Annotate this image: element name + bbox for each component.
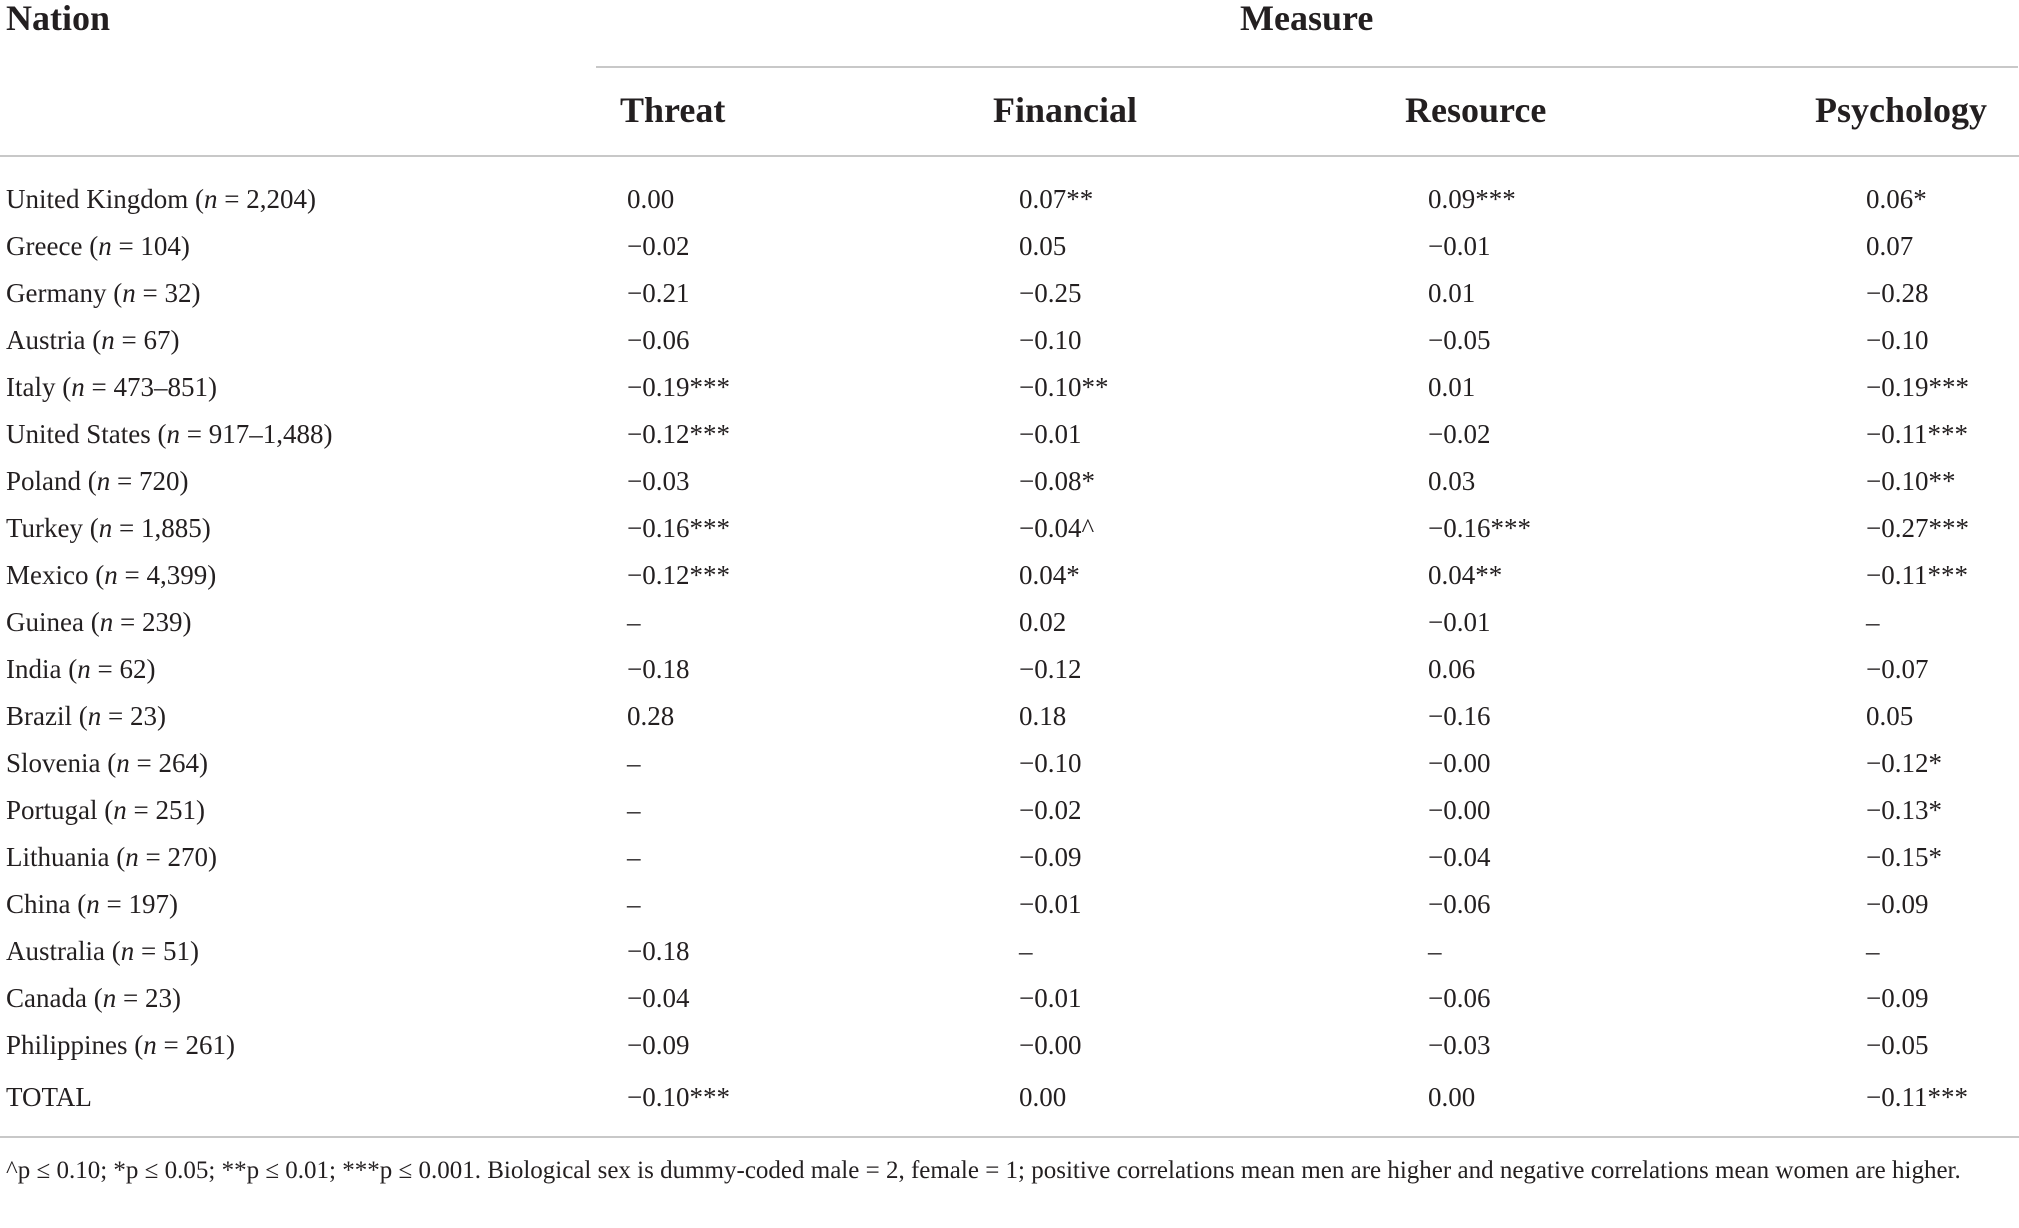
financial-value: −0.01 bbox=[1019, 983, 1082, 1013]
threat-value: −0.16*** bbox=[627, 513, 730, 543]
sample-close: ) bbox=[207, 842, 217, 872]
sample-close: ) bbox=[198, 748, 208, 778]
sample-size: 270 bbox=[167, 842, 208, 872]
table-row bbox=[0, 223, 2019, 270]
financial-value: −0.10 bbox=[1019, 748, 1082, 778]
sample-open: ( bbox=[81, 466, 97, 496]
country-name: Poland bbox=[6, 466, 82, 496]
sample-symbol: n bbox=[99, 607, 114, 637]
sample-size: 62 bbox=[119, 654, 147, 684]
sample-size: 2,204 bbox=[246, 184, 307, 214]
financial-value: −0.10 bbox=[1019, 325, 1082, 355]
sample-open: ( bbox=[71, 701, 88, 731]
financial-value: 0.02 bbox=[1019, 607, 1067, 637]
sample-open: ( bbox=[100, 748, 117, 778]
sample-symbol: n bbox=[166, 419, 180, 449]
sample-symbol: n bbox=[143, 1030, 157, 1060]
sample-close: ) bbox=[207, 372, 217, 402]
sample-close: ) bbox=[323, 419, 333, 449]
resource-value: −0.16*** bbox=[1428, 513, 1531, 543]
threat-value: −0.03 bbox=[627, 466, 690, 496]
nation-cell bbox=[6, 458, 189, 505]
resource-value: 0.01 bbox=[1428, 278, 1476, 308]
psychology-value: −0.13* bbox=[1866, 795, 1942, 825]
sample-size: 720 bbox=[139, 466, 180, 496]
financial-value: −0.02 bbox=[1019, 795, 1082, 825]
threat-value: −0.18 bbox=[627, 936, 690, 966]
country-name: United States bbox=[6, 419, 151, 449]
sample-size: 1,885 bbox=[141, 513, 202, 543]
sample-close: ) bbox=[170, 325, 180, 355]
table-row bbox=[0, 693, 2019, 740]
sample-equals: = bbox=[110, 466, 139, 496]
threat-value: −0.18 bbox=[627, 654, 690, 684]
resource-value: −0.04 bbox=[1428, 842, 1491, 872]
sample-equals: = bbox=[84, 372, 114, 402]
table-row bbox=[0, 599, 2019, 646]
threat-value: – bbox=[627, 748, 641, 778]
nation-cell bbox=[6, 270, 200, 317]
sample-equals: = bbox=[217, 184, 247, 214]
country-name: Portugal bbox=[6, 795, 98, 825]
sample-symbol: n bbox=[87, 701, 102, 731]
psychology-value: −0.11*** bbox=[1866, 560, 1968, 590]
total-psychology-value: −0.11*** bbox=[1866, 1082, 1968, 1112]
nation-cell bbox=[6, 505, 211, 552]
nation-cell bbox=[6, 693, 166, 740]
sample-close: ) bbox=[226, 1030, 235, 1060]
nation-cell bbox=[6, 364, 217, 411]
country-name: Mexico bbox=[6, 560, 89, 590]
nation-cell bbox=[6, 223, 190, 270]
table-row bbox=[0, 740, 2019, 787]
sample-equals: = bbox=[116, 983, 145, 1013]
sample-open: ( bbox=[106, 278, 123, 308]
nation-cell bbox=[6, 881, 178, 928]
header-financial: Financial bbox=[993, 90, 1138, 130]
sample-open: ( bbox=[85, 325, 102, 355]
header-nation: Nation bbox=[6, 0, 111, 38]
sample-symbol: n bbox=[125, 842, 139, 872]
psychology-value: −0.10** bbox=[1866, 466, 1956, 496]
table-row bbox=[0, 458, 2019, 505]
sample-symbol: n bbox=[101, 325, 115, 355]
sample-equals: = bbox=[101, 701, 130, 731]
sample-equals: = bbox=[114, 325, 144, 355]
resource-value: 0.06 bbox=[1428, 654, 1476, 684]
financial-value: – bbox=[1019, 936, 1033, 966]
sample-size: 23 bbox=[129, 701, 157, 731]
sample-open: ( bbox=[82, 231, 99, 261]
total-row bbox=[0, 1074, 2019, 1121]
threat-value: −0.06 bbox=[627, 325, 690, 355]
resource-value: −0.03 bbox=[1428, 1030, 1491, 1060]
sample-symbol: n bbox=[96, 466, 111, 496]
sample-symbol: n bbox=[98, 513, 113, 543]
country-name: Italy bbox=[6, 372, 56, 402]
sample-symbol: n bbox=[104, 560, 118, 590]
psychology-value: −0.19*** bbox=[1866, 372, 1969, 402]
resource-value: – bbox=[1428, 936, 1442, 966]
resource-value: −0.02 bbox=[1428, 419, 1491, 449]
threat-value: 0.28 bbox=[627, 701, 675, 731]
sample-symbol: n bbox=[77, 654, 91, 684]
nation-cell bbox=[6, 411, 332, 458]
country-name: Brazil bbox=[6, 701, 72, 731]
sample-open: ( bbox=[150, 419, 167, 449]
nation-cell bbox=[6, 834, 217, 881]
resource-value: −0.01 bbox=[1428, 607, 1491, 637]
psychology-value: −0.11*** bbox=[1866, 419, 1968, 449]
resource-value: 0.04** bbox=[1428, 560, 1503, 590]
sample-close: ) bbox=[207, 560, 217, 590]
nation-cell bbox=[6, 740, 208, 787]
psychology-value: −0.09 bbox=[1866, 889, 1929, 919]
table-row bbox=[0, 646, 2019, 693]
sample-close: ) bbox=[306, 184, 316, 214]
country-name: United Kingdom bbox=[6, 184, 189, 214]
nation-cell bbox=[6, 317, 179, 364]
table-row bbox=[0, 176, 2019, 223]
country-name: Canada bbox=[6, 983, 87, 1013]
financial-value: 0.04* bbox=[1019, 560, 1080, 590]
sample-size: 67 bbox=[143, 325, 171, 355]
sample-equals: = bbox=[111, 231, 141, 261]
table-row bbox=[0, 787, 2019, 834]
sample-symbol: n bbox=[122, 278, 136, 308]
threat-value: – bbox=[627, 889, 641, 919]
nation-cell bbox=[6, 599, 191, 646]
header-threat: Threat bbox=[620, 90, 726, 130]
country-name: India bbox=[6, 654, 62, 684]
sample-size: 264 bbox=[158, 748, 199, 778]
table-row bbox=[0, 881, 2019, 928]
threat-value: – bbox=[627, 607, 641, 637]
table-row bbox=[0, 1022, 2019, 1069]
sample-equals: = bbox=[126, 795, 156, 825]
country-name: Australia bbox=[6, 936, 105, 966]
sample-close: ) bbox=[191, 278, 201, 308]
psychology-value: −0.09 bbox=[1866, 983, 1929, 1013]
country-name: Lithuania bbox=[6, 842, 110, 872]
sample-size: 197 bbox=[128, 889, 169, 919]
total-financial-value: 0.00 bbox=[1019, 1082, 1067, 1112]
sample-open: ( bbox=[55, 372, 72, 402]
table-row bbox=[0, 552, 2019, 599]
sample-size: 32 bbox=[164, 278, 192, 308]
psychology-value: 0.06* bbox=[1866, 184, 1927, 214]
country-name: Guinea bbox=[6, 607, 84, 637]
sample-close: ) bbox=[195, 795, 205, 825]
sample-size: 473–851 bbox=[113, 372, 208, 402]
psychology-value: −0.15* bbox=[1866, 842, 1942, 872]
sample-size: 4,399 bbox=[146, 560, 208, 590]
financial-value: −0.01 bbox=[1019, 419, 1082, 449]
sample-size: 104 bbox=[140, 231, 181, 261]
financial-value: −0.25 bbox=[1019, 278, 1082, 308]
table-row bbox=[0, 364, 2019, 411]
threat-value: 0.00 bbox=[627, 184, 675, 214]
sample-symbol: n bbox=[120, 936, 135, 966]
sample-symbol: n bbox=[102, 983, 117, 1013]
threat-value: −0.21 bbox=[627, 278, 690, 308]
resource-value: −0.01 bbox=[1428, 231, 1491, 261]
table-row bbox=[0, 834, 2019, 881]
psychology-value: −0.07 bbox=[1866, 654, 1929, 684]
footer-rule bbox=[0, 1136, 2019, 1138]
sample-open: ( bbox=[188, 184, 204, 214]
sample-close: ) bbox=[171, 983, 181, 1013]
sample-equals: = bbox=[134, 936, 163, 966]
sample-equals: = bbox=[179, 419, 209, 449]
sample-equals: = bbox=[112, 513, 142, 543]
threat-value: −0.19*** bbox=[627, 372, 730, 402]
sample-open: ( bbox=[109, 842, 126, 872]
resource-value: 0.09*** bbox=[1428, 184, 1516, 214]
financial-value: −0.09 bbox=[1019, 842, 1082, 872]
psychology-value: 0.05 bbox=[1866, 701, 1914, 731]
table-row bbox=[0, 411, 2019, 458]
threat-value: −0.12*** bbox=[627, 560, 730, 590]
sample-close: ) bbox=[179, 466, 189, 496]
psychology-value: – bbox=[1866, 936, 1880, 966]
threat-value: −0.09 bbox=[627, 1030, 690, 1060]
table-row bbox=[0, 928, 2019, 975]
country-name: Philippines bbox=[6, 1030, 128, 1060]
threat-value: −0.12*** bbox=[627, 419, 730, 449]
sample-close: ) bbox=[201, 513, 211, 543]
sample-close: ) bbox=[189, 936, 199, 966]
sample-close: ) bbox=[182, 607, 192, 637]
sample-symbol: n bbox=[113, 795, 127, 825]
sample-symbol: n bbox=[116, 748, 130, 778]
nation-cell bbox=[6, 928, 199, 975]
header-resource: Resource bbox=[1405, 90, 1547, 130]
table-row bbox=[0, 317, 2019, 364]
resource-value: −0.05 bbox=[1428, 325, 1491, 355]
sample-symbol: n bbox=[86, 889, 100, 919]
psychology-value: −0.10 bbox=[1866, 325, 1929, 355]
sample-size: 251 bbox=[155, 795, 196, 825]
financial-value: −0.08* bbox=[1019, 466, 1095, 496]
sample-close: ) bbox=[156, 701, 166, 731]
financial-value: −0.10** bbox=[1019, 372, 1109, 402]
resource-value: 0.01 bbox=[1428, 372, 1476, 402]
sample-symbol: n bbox=[71, 372, 85, 402]
sample-open: ( bbox=[97, 795, 114, 825]
sample-open: ( bbox=[86, 983, 103, 1013]
sample-open: ( bbox=[83, 607, 100, 637]
sample-close: ) bbox=[168, 889, 178, 919]
sample-open: ( bbox=[83, 513, 99, 543]
country-name: China bbox=[6, 889, 71, 919]
psychology-value: −0.27*** bbox=[1866, 513, 1969, 543]
sample-equals: = bbox=[156, 1030, 186, 1060]
country-name: Germany bbox=[6, 278, 107, 308]
psychology-value: −0.28 bbox=[1866, 278, 1929, 308]
nation-cell bbox=[6, 787, 205, 834]
sample-open: ( bbox=[61, 654, 78, 684]
sample-close: ) bbox=[180, 231, 190, 261]
sample-equals: = bbox=[117, 560, 147, 590]
resource-value: 0.03 bbox=[1428, 466, 1476, 496]
threat-value: – bbox=[627, 842, 641, 872]
financial-value: −0.00 bbox=[1019, 1030, 1082, 1060]
table-row bbox=[0, 270, 2019, 317]
psychology-value: – bbox=[1866, 607, 1880, 637]
sample-equals: = bbox=[138, 842, 168, 872]
country-name: Austria bbox=[6, 325, 86, 355]
sample-equals: = bbox=[129, 748, 159, 778]
sample-symbol: n bbox=[204, 184, 218, 214]
sample-open: ( bbox=[70, 889, 87, 919]
threat-value: −0.02 bbox=[627, 231, 690, 261]
total-threat-value: −0.10*** bbox=[627, 1082, 730, 1112]
psychology-value: −0.05 bbox=[1866, 1030, 1929, 1060]
resource-value: −0.16 bbox=[1428, 701, 1491, 731]
country-name: Greece bbox=[6, 231, 83, 261]
header-psychology: Psychology bbox=[1815, 90, 1988, 130]
sample-size: 23 bbox=[144, 983, 172, 1013]
nation-cell bbox=[6, 975, 181, 1022]
resource-value: −0.06 bbox=[1428, 983, 1491, 1013]
psychology-value: −0.12* bbox=[1866, 748, 1942, 778]
sample-symbol: n bbox=[98, 231, 112, 261]
sample-open: ( bbox=[104, 936, 121, 966]
resource-value: −0.06 bbox=[1428, 889, 1491, 919]
country-name: Slovenia bbox=[6, 748, 101, 778]
nation-cell bbox=[6, 1022, 235, 1069]
sample-equals: = bbox=[135, 278, 165, 308]
psychology-value: 0.07 bbox=[1866, 231, 1914, 261]
header-measure: Measure bbox=[1240, 0, 1374, 38]
sample-equals: = bbox=[90, 654, 120, 684]
financial-value: 0.18 bbox=[1019, 701, 1067, 731]
table-row bbox=[0, 975, 2019, 1022]
sample-size: 239 bbox=[141, 607, 183, 637]
total-label: TOTAL bbox=[6, 1082, 92, 1112]
sample-size: 261 bbox=[185, 1030, 226, 1060]
resource-value: −0.00 bbox=[1428, 748, 1491, 778]
sample-size: 917–1,488 bbox=[208, 419, 324, 449]
sample-equals: = bbox=[113, 607, 142, 637]
threat-value: – bbox=[627, 795, 641, 825]
financial-value: −0.12 bbox=[1019, 654, 1082, 684]
sample-open: ( bbox=[88, 560, 105, 590]
nation-cell bbox=[6, 646, 155, 693]
measure-rule bbox=[596, 66, 2018, 68]
sample-open: ( bbox=[127, 1030, 144, 1060]
nation-cell bbox=[6, 176, 316, 223]
nation-cell bbox=[6, 552, 216, 599]
total-resource-value: 0.00 bbox=[1428, 1082, 1476, 1112]
financial-value: 0.05 bbox=[1019, 231, 1067, 261]
country-name: Turkey bbox=[6, 513, 84, 543]
header-rule bbox=[0, 155, 2019, 157]
sample-size: 51 bbox=[162, 936, 190, 966]
financial-value: −0.01 bbox=[1019, 889, 1082, 919]
threat-value: −0.04 bbox=[627, 983, 690, 1013]
sample-equals: = bbox=[99, 889, 129, 919]
table-row bbox=[0, 505, 2019, 552]
resource-value: −0.00 bbox=[1428, 795, 1491, 825]
financial-value: −0.04^ bbox=[1019, 513, 1095, 543]
financial-value: 0.07** bbox=[1019, 184, 1094, 214]
sample-close: ) bbox=[146, 654, 156, 684]
table-footnote: ^p ≤ 0.10; *p ≤ 0.05; **p ≤ 0.01; ***p ≤ 0.001. Biological sex is dummy-coded male = 2, female = 1; positive correlations mean men are higher and negative correlations mean women are higher. bbox=[6, 1157, 1961, 1184]
